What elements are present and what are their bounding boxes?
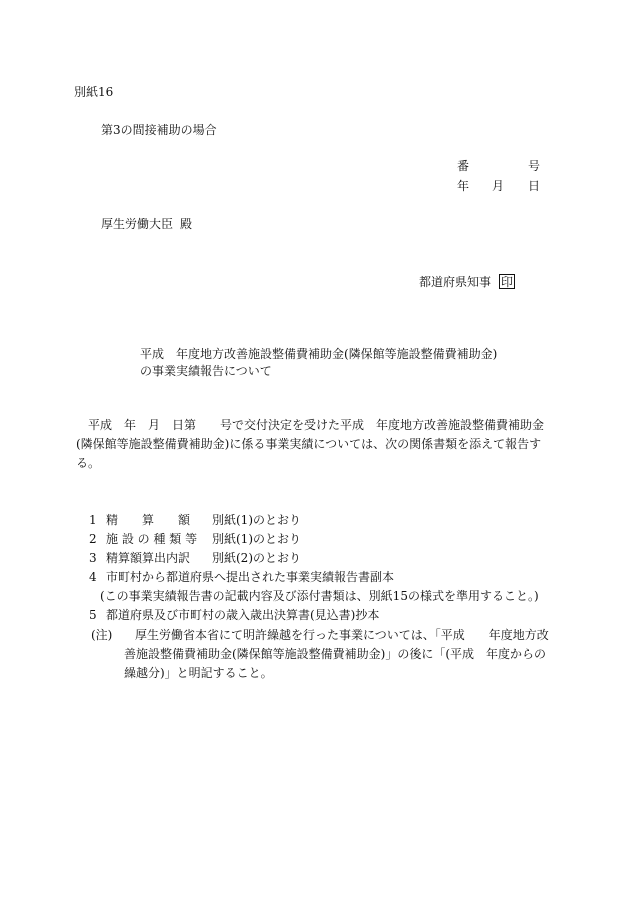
addressee-honorific: 殿 [180, 217, 193, 231]
note-line-1: 厚生労働省本省にて明許繰越を行った事業については、「平成 年度地方改 [135, 628, 549, 642]
addressee-name: 厚生労働大臣 [101, 217, 174, 231]
item-label: 施 設 の 種 類 等 [106, 532, 198, 546]
item-label: 都道府県及び市町村の歳入歳出決算書(見込書)抄本 [106, 608, 380, 622]
item-number: 2 [89, 532, 97, 546]
seal-mark: 印 [501, 275, 514, 289]
date-month: 月 [492, 179, 505, 193]
case-heading: 第3の間接補助の場合 [101, 123, 217, 137]
note-line-3: 繰越分)」と明記すること。 [124, 666, 273, 680]
item-reference: 別紙(2)のとおり [212, 551, 301, 565]
body-line-1: 平成 年 月 日第 号で交付決定を受けた平成 年度地方改善施設整備費補助金 [88, 418, 545, 432]
item-4-note: (この事業実績報告書の記載内容及び添付書類は、別紙15の様式を準用すること。) [100, 589, 539, 603]
document-number-label: 番 [457, 159, 470, 173]
sender-title [419, 274, 515, 289]
item-label: 精 算 額 [106, 513, 191, 527]
body-line-2: (隣保館等施設整備費補助金)に係る事業実績については、次の関係書類を添えて報告す [76, 437, 542, 451]
item-label: 市町村から都道府県へ提出された事業実績報告書副本 [106, 570, 395, 584]
subject-line-2: の事業実績報告について [140, 364, 272, 378]
list-item [0, 552, 630, 566]
subject-line-1: 平成 年度地方改善施設整備費補助金(隣保館等施設整備費補助金) [140, 347, 498, 361]
list-item [0, 514, 630, 528]
document-number-unit: 号 [528, 159, 541, 173]
body-line-3: る。 [76, 456, 101, 470]
date-day: 日 [528, 179, 541, 193]
item-number: 3 [89, 551, 97, 565]
attachment-label: 別紙16 [74, 85, 114, 99]
list-item [0, 571, 630, 585]
list-item [0, 609, 630, 623]
list-item [0, 533, 630, 547]
sender-title-text: 都道府県知事 [419, 275, 492, 289]
item-number: 1 [89, 513, 97, 527]
date-year: 年 [457, 179, 470, 193]
item-number: 4 [89, 570, 97, 584]
item-number: 5 [89, 608, 97, 622]
item-label: 精算額算出内訳 [106, 551, 191, 565]
item-reference: 別紙(1)のとおり [212, 513, 301, 527]
note-label: (注) [91, 628, 113, 642]
item-reference: 別紙(1)のとおり [212, 532, 301, 546]
note-line-2: 善施設整備費補助金(隣保館等施設整備費補助金)」の後に「(平成 年度からの [124, 647, 547, 661]
